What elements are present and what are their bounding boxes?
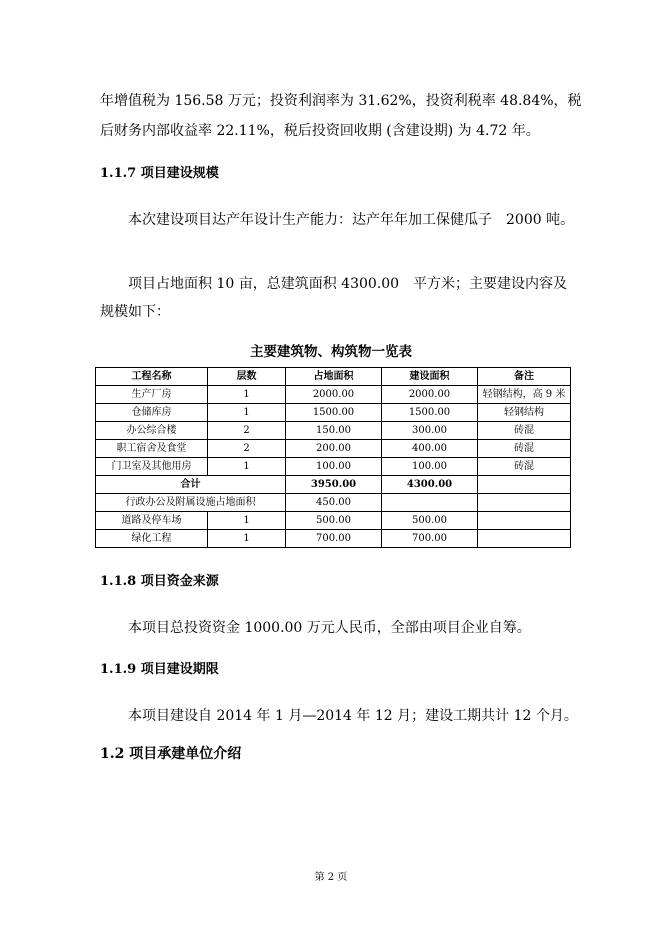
- table-cell: 1: [208, 386, 286, 404]
- paragraph-funding: 本项目总投资资金 1000.00 万元人民币，全部由项目企业自筹。: [128, 620, 531, 636]
- table-row: [96, 440, 571, 458]
- table-cell-empty: [478, 530, 571, 548]
- section-heading-1-2: 1.2 项目承建单位介绍: [100, 746, 242, 762]
- table-cell: 1: [208, 458, 286, 476]
- page-number: 第 2 页: [314, 872, 348, 883]
- table-row: [96, 458, 571, 476]
- paragraph-area-line1: 项目占地面积 10 亩，总建筑面积 4300.00 平方米；主要建设内容及: [128, 276, 568, 292]
- section-heading-1-1-9: 1.1.9 项目建设期限: [100, 662, 219, 677]
- total-building-area: 4300.00: [382, 476, 478, 494]
- table-cell: 职工宿舍及食堂: [96, 440, 208, 458]
- table-cell-empty: [478, 476, 571, 494]
- table-cell: 1: [208, 512, 286, 530]
- table-caption: 主要建筑物、构筑物一览表: [250, 344, 412, 360]
- paragraph-area-line2: 规模如下：: [100, 304, 170, 320]
- table-cell: 200.00: [286, 440, 382, 458]
- table-cell: 1500.00: [382, 404, 478, 422]
- column-header: 建设面积: [382, 368, 478, 386]
- total-label: 合计: [96, 476, 286, 494]
- table-cell: 绿化工程: [96, 530, 208, 548]
- table-cell: 道路及停车场: [96, 512, 208, 530]
- table-cell: 2000.00: [382, 386, 478, 404]
- table-cell: 1500.00: [286, 404, 382, 422]
- table-cell: 300.00: [382, 422, 478, 440]
- table-header-row: [96, 368, 571, 386]
- table-row: [96, 512, 571, 530]
- table-row: [96, 494, 571, 512]
- table-cell: 2000.00: [286, 386, 382, 404]
- table-cell: 500.00: [382, 512, 478, 530]
- paragraph-capacity: 本次建设项目达产年设计生产能力：达产年年加工保健瓜子 2000 吨。: [128, 212, 575, 228]
- table-cell: 生产厂房: [96, 386, 208, 404]
- table-cell: 行政办公及附属设施占地面积: [96, 494, 286, 512]
- table-cell: 轻钢结构: [478, 404, 571, 422]
- column-header: 占地面积: [286, 368, 382, 386]
- total-land-area: 3950.00: [286, 476, 382, 494]
- column-header: 层数: [208, 368, 286, 386]
- table-row: [96, 386, 571, 404]
- column-header: 工程名称: [96, 368, 208, 386]
- table-cell: 砖混: [478, 440, 571, 458]
- table-cell: 轻钢结构，高 9 米: [478, 386, 571, 404]
- table-cell: 700.00: [382, 530, 478, 548]
- table-row: [96, 422, 571, 440]
- table-cell: 砖混: [478, 458, 571, 476]
- table-cell-empty: [382, 494, 478, 512]
- paragraph-line: 后财务内部收益率 22.11%，税后投资回收期 (含建设期) 为 4.72 年。: [100, 123, 540, 139]
- table-row: [96, 530, 571, 548]
- table-cell: 700.00: [286, 530, 382, 548]
- table-cell: 2: [208, 422, 286, 440]
- table-cell: 门卫室及其他用房: [96, 458, 208, 476]
- table-cell: 1: [208, 404, 286, 422]
- table-cell: 100.00: [286, 458, 382, 476]
- table-row: [96, 404, 571, 422]
- table-cell: 150.00: [286, 422, 382, 440]
- table-cell: 办公综合楼: [96, 422, 208, 440]
- section-heading-1-1-7: 1.1.7 项目建设规模: [100, 166, 219, 181]
- column-header: 备注: [478, 368, 571, 386]
- table-cell: 2: [208, 440, 286, 458]
- table-cell: 400.00: [382, 440, 478, 458]
- table-total-row: [96, 476, 571, 494]
- table-cell: 100.00: [382, 458, 478, 476]
- table-cell: 砖混: [478, 422, 571, 440]
- table-cell-empty: [478, 494, 571, 512]
- table-cell: 450.00: [286, 494, 382, 512]
- paragraph-schedule: 本项目建设自 2014 年 1 月—2014 年 12 月；建设工期共计 12 个月。: [128, 708, 578, 724]
- paragraph-line: 年增值税为 156.58 万元；投资利润率为 31.62%，投资利税率 48.84%，税: [100, 93, 582, 109]
- table-cell: 500.00: [286, 512, 382, 530]
- buildings-table: [95, 367, 571, 548]
- table-cell-empty: [478, 512, 571, 530]
- table-cell: 1: [208, 530, 286, 548]
- section-heading-1-1-8: 1.1.8 项目资金来源: [100, 574, 219, 589]
- table-cell: 仓储库房: [96, 404, 208, 422]
